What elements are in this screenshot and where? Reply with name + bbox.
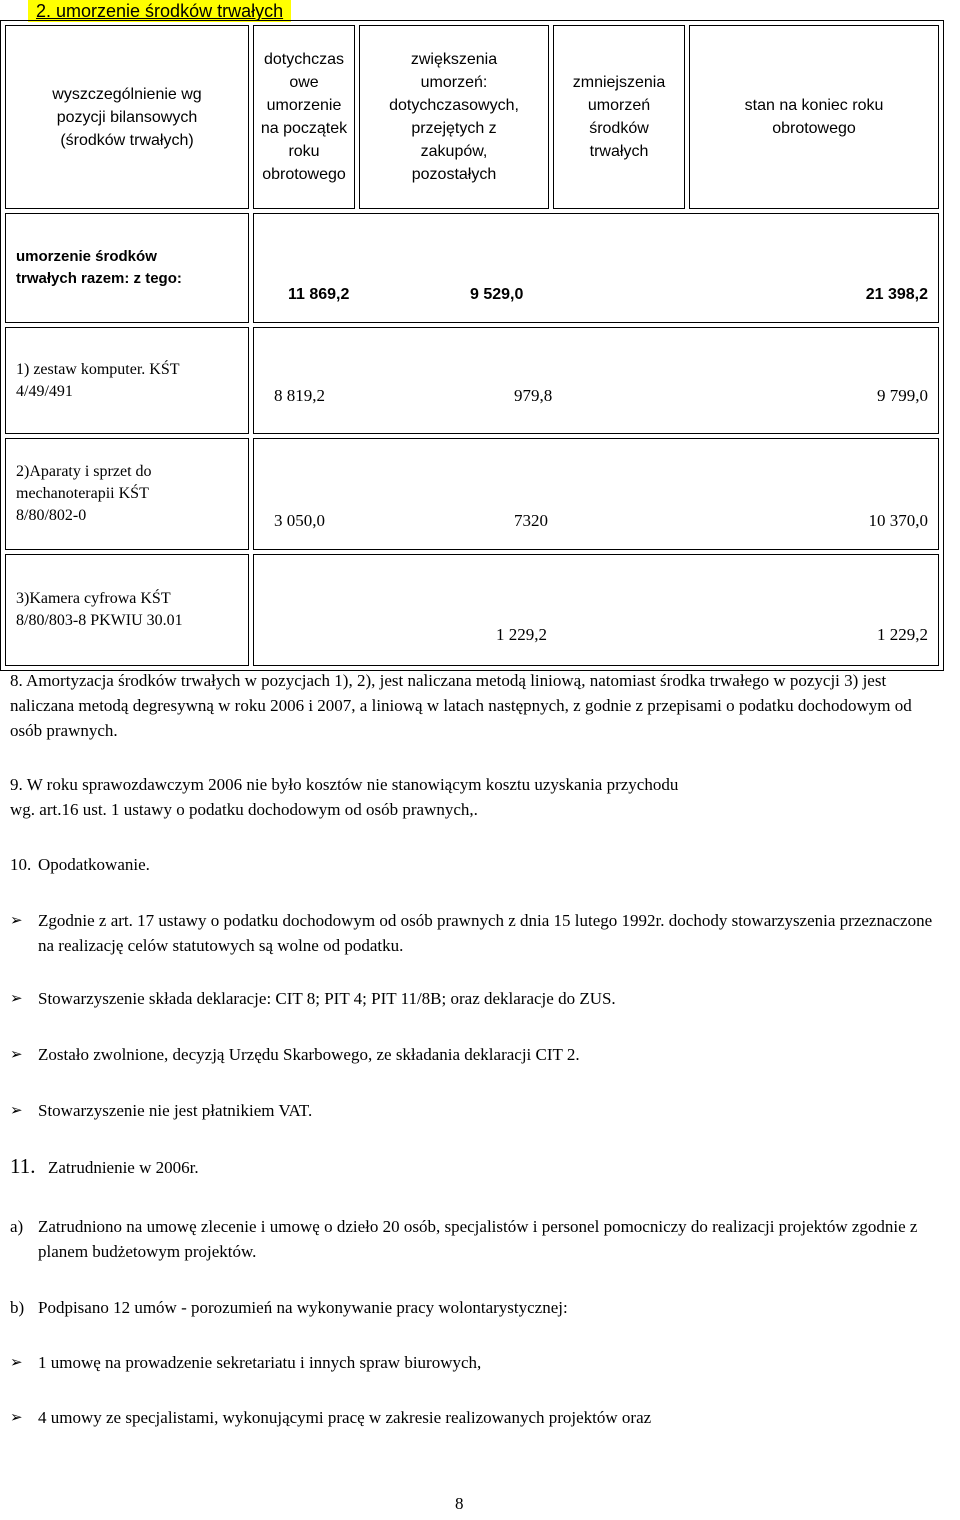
heading-11-number: 11. <box>10 1154 36 1178</box>
opening-value: 8 819,2 <box>274 386 325 405</box>
row-label-text: umorzenie środków trwałych razem: z tego: <box>16 248 182 287</box>
arrow-bullet-icon: ➢ <box>10 989 23 1007</box>
closing-value: 21 398,2 <box>865 286 928 303</box>
arrow-bullet-icon: ➢ <box>10 911 23 929</box>
header-cell-opening <box>253 25 355 209</box>
list-item-text: Zostało zwolnione, decyzją Urzędu Skarbowego, ze składania deklaracji CIT 2. <box>38 1045 580 1064</box>
arrow-bullet-icon: ➢ <box>10 1408 23 1426</box>
header-opening-text: dotychczas owe umorzenie na początek roku obrotowego <box>260 51 348 183</box>
arrow-bullet-icon: ➢ <box>10 1353 23 1371</box>
list-item-text: 4 umowy ze specjalistami, wykonującymi pracę w zakresie realizowanych projektów oraz <box>38 1408 652 1427</box>
row-label-text: 1) zestaw komputer. KŚT 4/49/491 <box>16 360 180 400</box>
increase-value: 7320 <box>514 511 548 530</box>
heading-10 <box>10 852 945 877</box>
item-a-label: a) <box>10 1217 24 1236</box>
heading-10-number: 10. <box>10 855 32 874</box>
opening-value: 3 050,0 <box>274 511 325 530</box>
list-item-text: Stowarzyszenie nie jest płatnikiem VAT. <box>38 1101 313 1120</box>
row-label <box>5 213 249 323</box>
header-cell-increase <box>359 25 549 209</box>
heading-11 <box>10 1154 945 1180</box>
list-item-text: Zgodnie z art. 17 ustawy o podatku dochodowym od osób prawnych z dnia 15 lutego 1992r. dochody stowarzyszenia przeznaczone na realizację celów statutowych są wolne od podatku. <box>38 911 933 955</box>
table-row <box>5 554 939 666</box>
closing-value: 1 229,2 <box>877 625 928 644</box>
heading-11-title: Zatrudnienie w 2006r. <box>48 1158 199 1177</box>
table-row <box>5 438 939 550</box>
closing-value: 10 370,0 <box>868 511 928 530</box>
paragraph-9-line-1: 9. W roku sprawozdawczym 2006 nie było kosztów nie stanowiącym kosztu uzyskania przychodu <box>10 775 679 794</box>
header-item-text: wyszczególnienie wg pozycji bilansowych (środków trwałych) <box>52 85 202 149</box>
header-increase-text: zwiększenia umorzeń: dotychczasowych, przejętych z zakupów, pozostałych <box>389 51 519 183</box>
row-label <box>5 554 249 666</box>
paragraph-8 <box>10 668 945 743</box>
increase-value: 979,8 <box>514 386 553 405</box>
page-number: 8 <box>455 1494 464 1513</box>
list-item-text: 1 umowę na prowadzenie sekretariatu i innych spraw biurowych, <box>38 1353 482 1372</box>
arrow-bullet-icon: ➢ <box>10 1045 23 1063</box>
opening-value: 11 869,2 <box>288 286 350 303</box>
arrow-bullet-icon: ➢ <box>10 1101 23 1119</box>
list-item-text: Stowarzyszenie składa deklaracje: CIT 8; PIT 4; PIT 11/8B; oraz deklaracje do ZUS. <box>38 989 616 1008</box>
paragraph-9 <box>10 772 945 822</box>
item-a-text: Zatrudniono na umowę zlecenie i umowę o dzieło 20 osób, specjalistów i personel pomocniczy do realizacji projektów zgodnie z planem budżetowym projektów. <box>38 1217 918 1261</box>
paragraph-8-text: 8. Amortyzacja środków trwałych w pozycjach 1), 2), jest naliczana metodą liniową, natomiast środka trwałego w pozycji 3) jest naliczana metodą degresywną w roku 2006 i 2007, a liniową w latach następnych, z godnie z przepisami o podatku dochodowym od osób prawnych. <box>10 671 912 740</box>
increase-value: 1 229,2 <box>496 625 547 644</box>
row-values <box>253 554 939 666</box>
header-cell-closing <box>689 25 939 209</box>
item-b-text: Podpisano 12 umów - porozumień na wykonywanie pracy wolontarystycznej: <box>38 1298 568 1317</box>
table-row <box>5 213 939 323</box>
table-row <box>5 327 939 434</box>
closing-value: 9 799,0 <box>877 386 928 405</box>
depreciation-table <box>0 20 944 671</box>
row-label <box>5 438 249 550</box>
header-decrease-text: zmniejszenia umorzeń środków trwałych <box>572 74 666 160</box>
row-label <box>5 327 249 434</box>
header-cell-decrease <box>553 25 685 209</box>
row-label-text: 2)Aparaty i sprzet do mechanoterapii KŚT 8/80/802-0 <box>16 463 152 524</box>
paragraph-9-line-2: wg. art.16 ust. 1 ustawy o podatku dochodowym od osób prawnych,. <box>10 800 478 819</box>
header-closing-text: stan na koniec roku obrotowego <box>744 97 884 137</box>
row-label-text: 3)Kamera cyfrowa KŚT 8/80/803-8 PKWIU 30.01 <box>16 590 183 629</box>
heading-10-title: Opodatkowanie. <box>38 855 150 874</box>
header-cell-item <box>5 25 249 209</box>
section-title: 2. umorzenie środków trwałych <box>28 0 291 22</box>
row-values <box>253 327 939 434</box>
increase-value: 9 529,0 <box>470 286 524 303</box>
item-b-label: b) <box>10 1298 25 1317</box>
row-values <box>253 213 939 323</box>
row-values <box>253 438 939 550</box>
table-header-row <box>5 25 939 209</box>
